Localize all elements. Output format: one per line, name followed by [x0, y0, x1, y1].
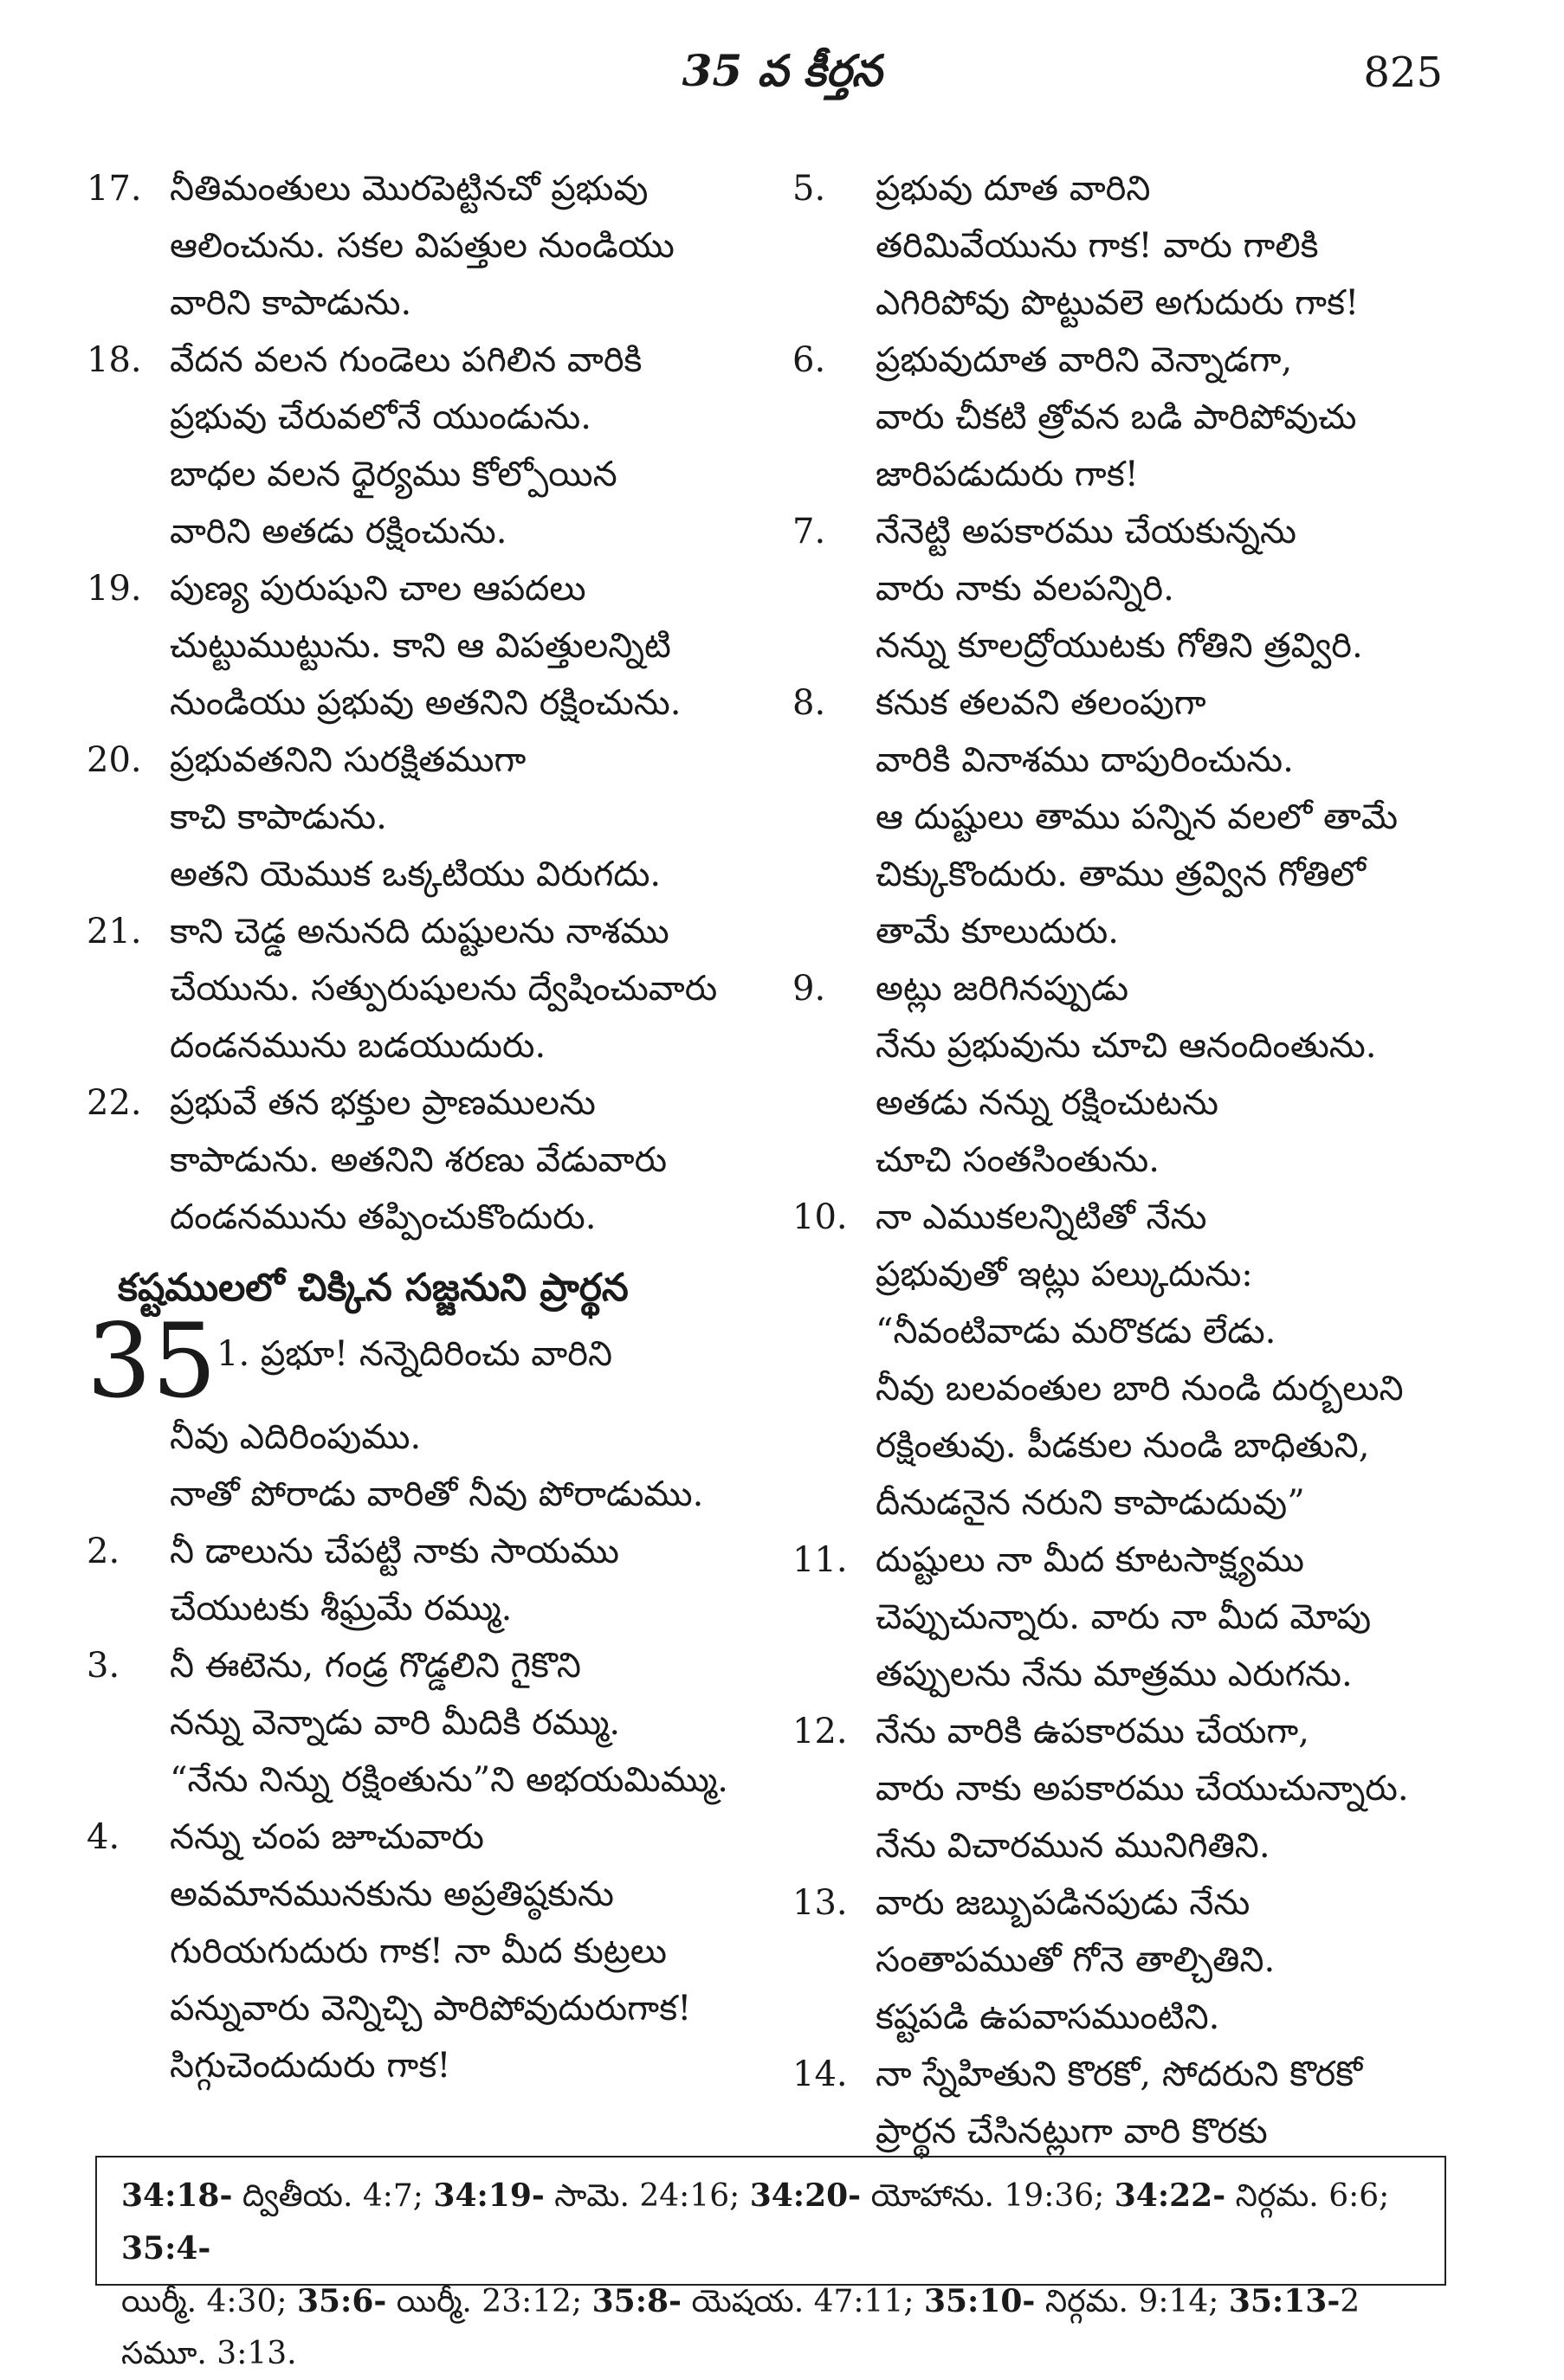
verse-line: ప్రభువు చేరువలోనే యుండును. — [170, 397, 591, 437]
page-title: 35 వ కీర్తన — [682, 45, 882, 96]
verse-number: 7. — [792, 512, 826, 551]
verse-text — [876, 2046, 1451, 2160]
verse-line: బాధల వలన ధైర్యము కోల్పోయిన — [170, 455, 617, 494]
section-heading: కష్టములలో చిక్కిన సజ్జనుని ప్రార్థన — [118, 1266, 629, 1310]
verse-text — [876, 332, 1451, 503]
verse-line: నా ఎముకలన్నిటితో నేను — [876, 1197, 1207, 1237]
verse-line: గురియగుదురు గాక! నా మీద కుట్రలు — [170, 1932, 667, 1971]
verse-number: 22. — [87, 1083, 142, 1123]
verse-text — [876, 160, 1451, 332]
verse-line: నేనెట్టి అపకారము చేయకున్నను — [876, 512, 1296, 551]
chapter-start — [87, 1301, 762, 1421]
verse-line: వారిని కాపాడును. — [170, 283, 412, 323]
verse — [792, 1532, 1451, 1703]
verse-list-before — [87, 160, 762, 1246]
chapter-number: 35 — [87, 1301, 217, 1421]
verse-number: 5. — [792, 169, 826, 209]
verse-line: కాచి కాపాడును. — [170, 797, 387, 837]
verse-number: 20. — [87, 740, 142, 780]
cross-reference-line — [121, 2275, 1420, 2380]
verse-line: నీవు బలవంతుల బారి నుండి దుర్బలుని — [876, 1369, 1404, 1409]
cross-reference-key: 35:4- — [121, 2230, 211, 2267]
verse-text — [876, 960, 1451, 1189]
page-number: 825 — [1363, 48, 1443, 97]
verse-line: ప్రభువు దూత వారిని — [876, 169, 1151, 209]
cross-reference-target: నిర్గమ. 6:6; — [1225, 2178, 1390, 2214]
verse-number: 11. — [792, 1540, 848, 1580]
verse-line: దీనుడనైన నరుని కాపాడుదువు” — [876, 1483, 1305, 1523]
verse-line: ప్రభువతనిని సురక్షితముగా — [170, 740, 527, 780]
verse-line: నన్ను వెన్నాడు వారి మీదికి రమ్ము. — [170, 1703, 621, 1743]
verse — [792, 1189, 1451, 1532]
verse-line: ప్రభువే తన భక్తుల ప్రాణములను — [170, 1083, 596, 1123]
verse-number: 12. — [792, 1712, 848, 1751]
verse-line: జారిపడుదురు గాక! — [876, 455, 1139, 494]
verse — [87, 332, 762, 560]
verse-line: ఆ దుష్టులు తాము పన్నిన వలలో తామే — [876, 797, 1399, 837]
cross-reference-key: 35:10- — [923, 2283, 1036, 2319]
verse — [87, 1637, 762, 1809]
verse-number: 9. — [792, 969, 826, 1009]
verse-line: నేను విచారమున మునిగితిని. — [876, 1826, 1270, 1866]
verse-line: వారు చీకటి త్రోవన బడి పారిపోవుచు — [876, 397, 1357, 437]
cross-reference-key: 35:8- — [591, 2283, 682, 2319]
verse — [792, 1703, 1451, 1874]
verse-line: వారు నాకు అపకారము చేయుచున్నారు. — [876, 1769, 1409, 1809]
verse-number: 21. — [87, 912, 142, 951]
cross-reference-target: యిర్మీ. 4:30; — [121, 2284, 297, 2319]
verse-text — [170, 160, 762, 332]
verse-list-after — [87, 1523, 762, 2094]
verse-number: 18. — [87, 340, 142, 380]
verse-line: అతడు నన్ను రక్షించుటను — [876, 1083, 1218, 1123]
verse-line: “నేను నిన్ను రక్షింతును”ని అభయమిమ్ము. — [170, 1760, 728, 1800]
verse-text — [876, 1703, 1451, 1874]
verse-text — [876, 503, 1451, 674]
verse-line: చేయుటకు శీఘ్రమే రమ్ము. — [170, 1589, 513, 1629]
verse-line: రక్షింతువు. పీడకుల నుండి బాధితుని, — [876, 1426, 1370, 1466]
verse — [87, 1523, 762, 1637]
verse-line: వారిని అతడు రక్షించును. — [170, 512, 507, 551]
verse-text — [170, 1074, 762, 1246]
verse-line: నీవు ఎదిరింపుము. — [170, 1417, 422, 1457]
cross-reference-target: యోహాను. 19:36; — [861, 2178, 1115, 2214]
cross-reference-key: 34:19- — [433, 2177, 545, 2214]
verse — [87, 1809, 762, 2094]
cross-reference-key: 34:18- — [121, 2177, 233, 2214]
verse-line: ప్రభువుదూత వారిని వెన్నాడగా, — [876, 340, 1293, 380]
verse-line: వారికి వినాశము దాపురించును. — [876, 740, 1294, 780]
verse-text — [876, 1532, 1451, 1703]
verse-line: కాని చెడ్డ అనునది దుష్టులను నాశము — [170, 912, 669, 951]
verse-line: దండనమును తప్పించుకొందురు. — [170, 1197, 597, 1237]
verse-line: వేదన వలన గుండెలు పగిలిన వారికి — [170, 340, 643, 380]
verse-number: 13. — [792, 1883, 848, 1923]
verse-text — [876, 1874, 1451, 2046]
verse-line: నేను వారికి ఉపకారము చేయగా, — [876, 1712, 1309, 1751]
verse-line: నీ డాలును చేపట్టి నాకు సాయము — [170, 1532, 619, 1571]
verse-line: అవమానమునకును అప్రతిష్ఠకును — [170, 1874, 614, 1914]
verse-line: నన్ను చంప జూచువారు — [170, 1817, 484, 1857]
verse — [792, 332, 1451, 503]
verse-line: ప్రభువుతో ఇట్లు పల్కుదును: — [876, 1254, 1253, 1294]
verse-number: 14. — [792, 2054, 848, 2094]
verse — [87, 560, 762, 732]
verse-number: 10. — [792, 1197, 848, 1237]
verse-line: నుండియు ప్రభువు అతనిని రక్షించును. — [170, 683, 682, 723]
left-column — [87, 160, 762, 2094]
verse-line: సంతాపముతో గోనె తాల్చితిని. — [876, 1940, 1276, 1980]
verse-line: తామే కూలుదురు. — [876, 912, 1119, 951]
verse-line: చేయును. సత్పురుషులను ద్వేషించువారు — [170, 969, 718, 1009]
verse-line: తరిమివేయును గాక! వారు గాలికి — [876, 226, 1319, 266]
verse — [87, 903, 762, 1074]
verse-number: 2. — [87, 1532, 120, 1571]
verse-line: అట్లు జరిగినప్పుడు — [876, 969, 1129, 1009]
verse-number: 19. — [87, 569, 142, 609]
verse — [792, 1874, 1451, 2046]
verse-line: “నీవంటివాడు మరొకడు లేడు. — [876, 1312, 1276, 1351]
verse-line: ప్రార్థన చేసినట్లుగా వారి కొరకు — [876, 2112, 1268, 2151]
verse — [87, 1074, 762, 1246]
verse-line: ఎగిరిపోవు పొట్టువలె అగుదురు గాక! — [876, 283, 1360, 323]
verse — [792, 960, 1451, 1189]
verse-line: కష్టపడి ఉపవాసముంటిని. — [876, 1997, 1220, 2037]
verse-line: అతని యెముక ఒక్కటియు విరుగదు. — [170, 855, 662, 894]
verse — [87, 732, 762, 903]
verse-text — [170, 560, 762, 732]
right-column — [792, 160, 1451, 2160]
verse-text — [170, 332, 762, 560]
verse-line: చుట్టుముట్టును. కాని ఆ విపత్తులన్నిటి — [170, 626, 671, 666]
verse-number: 3. — [87, 1646, 120, 1686]
verse-line: చిక్కుకొందురు. తాము త్రవ్విన గోతిలో — [876, 855, 1366, 894]
cross-reference-target: యిర్మీ. 23:12; — [386, 2284, 592, 2319]
chapter-continuation — [87, 1409, 762, 1523]
cross-reference-target: 2 సమూ. 3:13. — [121, 2284, 1360, 2371]
verse-line: నా స్నేహితుని కొరకో, సోదరుని కొరకో — [876, 2054, 1363, 2094]
cross-reference-target: సామె. 24:16; — [544, 2178, 750, 2214]
verse-line: నాతో పోరాడు వారితో నీవు పోరాడుము. — [170, 1474, 704, 1514]
verse-number: 4. — [87, 1817, 120, 1857]
verse-line: కనుక తలవని తలంపుగా — [876, 683, 1206, 723]
cross-reference-key: 34:20- — [749, 2177, 862, 2214]
cross-reference-target: ద్వితీయ. 4:7; — [232, 2178, 434, 2214]
verse-line: చెప్పుచున్నారు. వారు నా మీద మోపు — [876, 1597, 1372, 1637]
cross-reference-key: 35:6- — [296, 2283, 387, 2319]
verse-text — [170, 903, 762, 1074]
verse — [87, 160, 762, 332]
verse-text — [170, 1523, 762, 1637]
verse-text — [170, 1637, 762, 1809]
cross-reference-target: నిర్గమ. 9:14; — [1035, 2284, 1229, 2319]
verse-line: వారు జబ్బుపడినపుడు నేను — [876, 1883, 1251, 1923]
verse — [792, 2046, 1451, 2160]
cross-reference-box — [95, 2156, 1446, 2371]
verse-line: వారు నాకు వలపన్నిరి. — [876, 569, 1174, 609]
verse-line: ఆలించును. సకల విపత్తుల నుండియు — [170, 226, 675, 266]
verse — [792, 160, 1451, 332]
verse-line: తప్పులను నేను మాత్రము ఎరుగను. — [876, 1654, 1353, 1694]
verse-line: నీతిమంతులు మొరపెట్టినచో ప్రభువు — [170, 169, 649, 209]
verse-line: దుష్టులు నా మీద కూటసాక్ష్యము — [876, 1540, 1305, 1580]
verse-line: సిగ్గుచెందుదురు గాక! — [170, 2046, 451, 2086]
verse-text — [876, 674, 1451, 960]
chapter-first-line: 1. ప్రభూ! నన్నెదిరించు వారిని — [217, 1334, 613, 1374]
cross-reference-key: 34:22- — [1114, 2177, 1226, 2214]
verse-number: 6. — [792, 340, 826, 380]
verse-line: నేను ప్రభువును చూచి ఆనందింతును. — [876, 1026, 1377, 1066]
verse-text — [170, 1809, 762, 2094]
verse — [792, 674, 1451, 960]
verse-line: పన్నువారు వెన్నిచ్చి పారిపోవుదురుగాక! — [170, 1989, 692, 2028]
verse-line: చూచి సంతసింతును. — [876, 1140, 1160, 1180]
verse-number: 8. — [792, 683, 826, 723]
verse — [792, 503, 1451, 674]
verse-line: నన్ను కూలద్రోయుటకు గోతిని త్రవ్విరి. — [876, 626, 1363, 666]
verse-number: 17. — [87, 169, 142, 209]
verse-list-right — [792, 160, 1451, 2160]
verse-text — [170, 732, 762, 903]
cross-reference-key: 35:13- — [1228, 2283, 1341, 2319]
cross-reference-line — [121, 2170, 1420, 2275]
verse-line: పుణ్య పురుషుని చాల ఆపదలు — [170, 569, 586, 609]
verse-line: దండనమును బడయుదురు. — [170, 1026, 546, 1066]
verse-line: నీ ఈటెను, గండ్ర గొడ్డలిని గైకొని — [170, 1646, 581, 1686]
cross-reference-target: యెషయ. 47:11; — [682, 2284, 924, 2319]
verse-line: కాపాడును. అతనిని శరణు వేడువారు — [170, 1140, 668, 1180]
verse-text — [876, 1189, 1451, 1532]
